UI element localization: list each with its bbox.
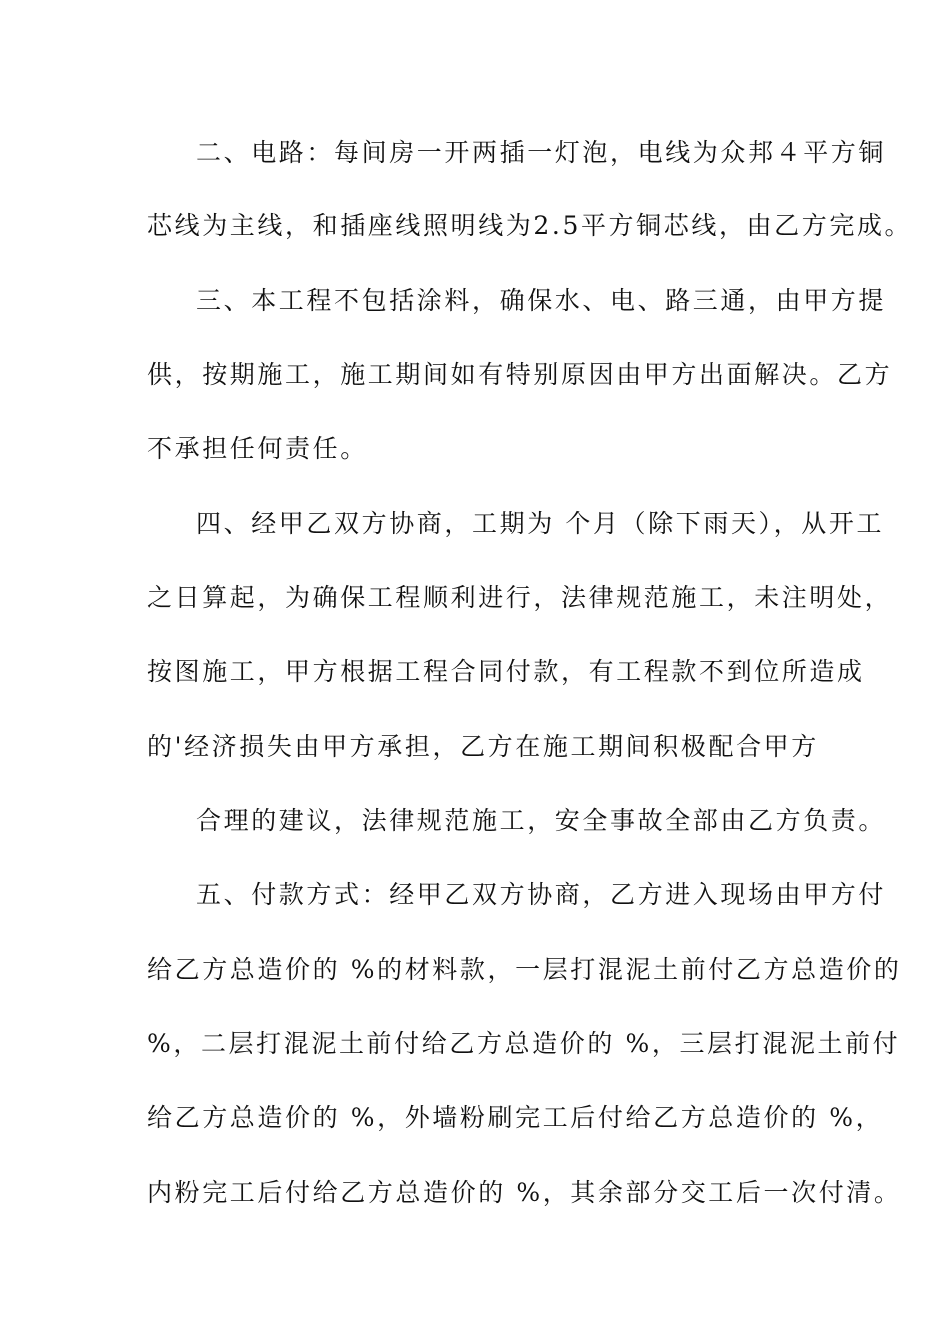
paragraph-4-line-1: 四、经甲乙双方协商，工期为 个月（除下雨天），从开工 (196, 509, 885, 538)
paragraph-4-line-3: 按图施工，甲方根据工程合同付款，有工程款不到位所造成 (147, 657, 865, 686)
paragraph-5-line-5: 内粉完工后付给乙方总造价的 %，其余部分交工后一次付清。 (147, 1178, 902, 1207)
paragraph-3-line-2: 供，按期施工，施工期间如有特别原因由甲方出面解决。乙方 (147, 360, 893, 389)
paragraph-5-line-2: 给乙方总造价的 %的材料款，一层打混泥土前付乙方总造价的 (147, 955, 902, 984)
paragraph-2-line-2: 芯线为主线，和插座线照明线为2.5平方铜芯线，由乙方完成。 (147, 211, 913, 240)
paragraph-3-line-1: 三、本工程不包括涂料，确保水、电、路三通，由甲方提 (196, 286, 887, 315)
paragraph-5-line-3: %，二层打混泥土前付给乙方总造价的 %，三层打混泥土前付 (147, 1029, 901, 1058)
paragraph-4-line-2: 之日算起，为确保工程顺利进行，法律规范施工，未注明处， (147, 583, 893, 612)
paragraph-3-line-3: 不承担任何责任。 (147, 434, 368, 463)
paragraph-5-line-1: 五、付款方式：经甲乙双方协商，乙方进入现场由甲方付 (196, 880, 887, 909)
paragraph-5-line-4: 给乙方总造价的 %，外墙粉刷完工后付给乙方总造价的 %， (147, 1103, 884, 1132)
paragraph-2-line-1: 二、电路：每间房一开两插一灯泡，电线为众邦４平方铜 (196, 138, 887, 167)
paragraph-4-line-4: 的'经济损失由甲方承担，乙方在施工期间积极配合甲方 (147, 732, 819, 761)
paragraph-4b-line-1: 合理的建议，法律规范施工，安全事故全部由乙方负责。 (196, 806, 887, 835)
